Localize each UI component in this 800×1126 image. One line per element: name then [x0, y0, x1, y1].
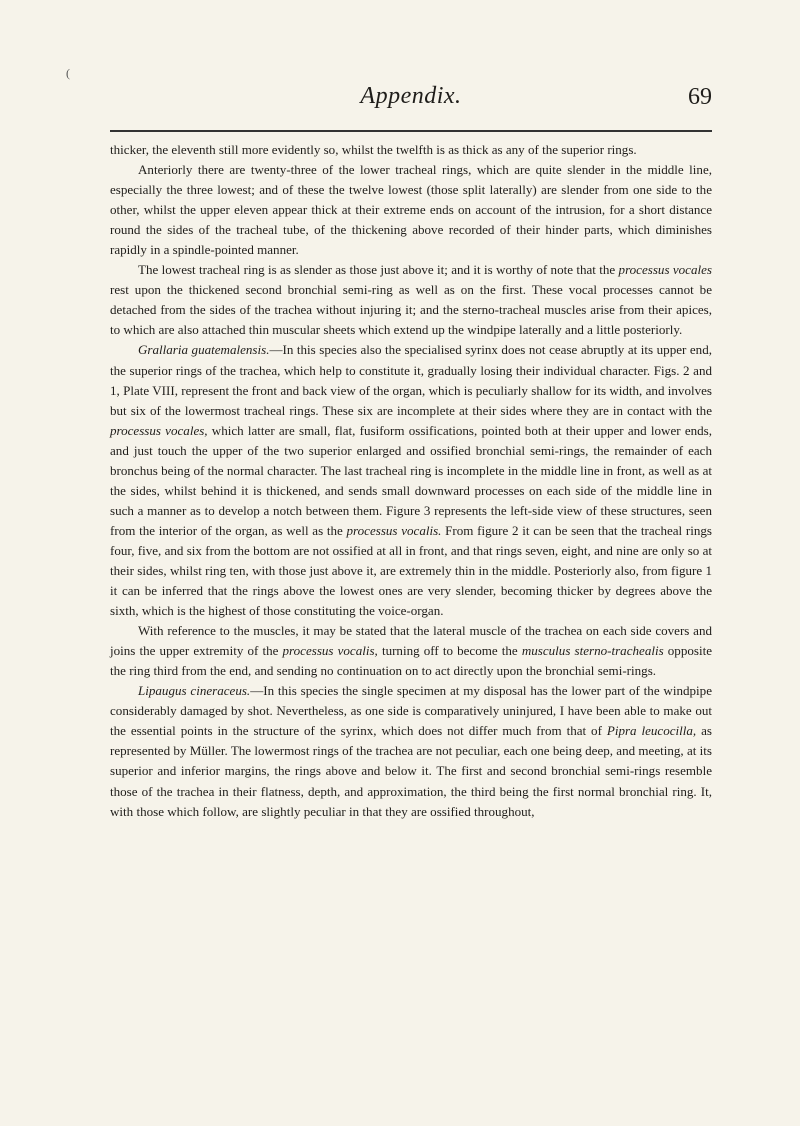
paragraph-text: turning off to become the	[377, 643, 522, 659]
paragraph-text: With reference to the muscles, it may be stated that the lateral muscle of the trachea on each side covers and joins the upper extremity of the	[110, 623, 712, 659]
body-text	[110, 140, 712, 822]
margin-mark: (	[66, 66, 70, 80]
paragraph-anterior-rings	[110, 160, 712, 260]
italic-term: musculus sterno-trachealis	[521, 643, 664, 659]
paragraph-text: From figure 2 it can be seen that the tracheal rings four, five, and six from the bottom are not ossified at all in front, and that rings seven, eight, and nine are only so at their sides, whilst ring ten, with those just above it, are extremely thin in the middle. Posteriorly also, from figure 1 it can be inferred that the rings above the lowest ones are very slender, becoming thicker by degrees above the sixth, which is the highest of those constituting the voice-organ.	[110, 522, 712, 619]
italic-term: Pipra leucocilla,	[606, 723, 697, 739]
italic-term: processus vocales	[618, 262, 712, 278]
paragraph-muscles	[110, 621, 712, 681]
paragraph-text: The lowest tracheal ring is as slender as those just above it; and it is worthy of note that the	[138, 262, 619, 278]
paragraph-text: opposite the ring third from the end, and sending no continuation on to act directly upon the bronchial semi-rings.	[110, 643, 712, 679]
italic-term: processus vocalis,	[282, 643, 378, 659]
paragraph-text: rest upon the thickened second bronchial semi-ring as well as on the first. These vocal processes cannot be detached from the sides of the trachea without injuring it; and the sterno-tracheal muscles arise from their apices, to which are also attached thin muscular sheets which extend up the windpipe laterally and a little posteriorly.	[110, 282, 712, 338]
paragraph-text: which latter are small, flat, fusiform ossifications, pointed both at their upper and lower ends, and just touch the upper of the two superior enlarged and ossified bronchial semi-rings, the remainder of each bronchus being of the normal character. The last tracheal ring is incomplete in the middle line in front, as well as at the sides, whilst behind it is thickened, and sends small downward processes on each side of the middle line in such a manner as to develop a notch between them. Figure 3 represents the left-side view of these structures, seen from the interior of the organ, as well as the	[110, 422, 713, 538]
paragraph-lowest-ring	[110, 260, 712, 340]
species-heading: Lipaugus cineraceus.	[138, 683, 251, 699]
running-header	[110, 83, 712, 123]
species-heading: Grallaria guatemalensis.	[138, 342, 270, 358]
paragraph-text: —In this species also the specialised syrinx does not cease abruptly at its upper end, the superior rings of the trachea, which help to constitute it, gradually losing their individual character. Figs. 2 and 1, Plate VIII, represent the front and back view of the organ, which is peculiarly shallow for its width, and involves but six of the lowermost tracheal rings. These six are incomplete at their sides where they are in contact with the	[110, 342, 712, 418]
header-rule	[110, 130, 712, 132]
italic-term: processus vocales,	[110, 422, 208, 438]
paragraph-continued	[110, 140, 712, 160]
paragraph-grallaria	[110, 340, 712, 621]
paragraph-text: Anteriorly there are twenty-three of the lower tracheal rings, which are quite slender in the middle line, especially the three lowest; and of these the twelve lowest (those split laterally) are slender from one side to the other, whilst the upper eleven appear thick at their extreme ends on account of the intrusion, for a short distance round the sides of the tracheal tube, of the thickening above recorded of their hinder parts, which diminishes rapidly in a spindle-pointed manner.	[110, 162, 712, 258]
page-number: 69	[688, 84, 712, 110]
paragraph-text: as represented by Müller. The lowermost rings of the trachea are not peculiar, each one being deep, and meeting, at its superior and inferior margins, the rings above and below it. The first and second bronchial semi-rings resemble those of the trachea in their flatness, depth, and approximation, the third being the first normal bronchial ring. It, with those which follow, are slightly peculiar in that they are ossified throughout,	[110, 723, 712, 819]
paragraph-text: —In this species the single specimen at my disposal has the lower part of the windpipe considerably damaged by shot. Nevertheless, as one side is comparatively uninjured, I have been able to make out the essential points in the structure of the syrinx, which does not differ much from that of	[110, 683, 712, 739]
paragraph-text: thicker, the eleventh still more evidently so, whilst the twelfth is as thick as any of the superior rings.	[110, 142, 637, 157]
running-title: Appendix.	[360, 83, 462, 109]
italic-term: processus vocalis.	[346, 522, 442, 538]
paragraph-lipaugus	[110, 681, 712, 821]
